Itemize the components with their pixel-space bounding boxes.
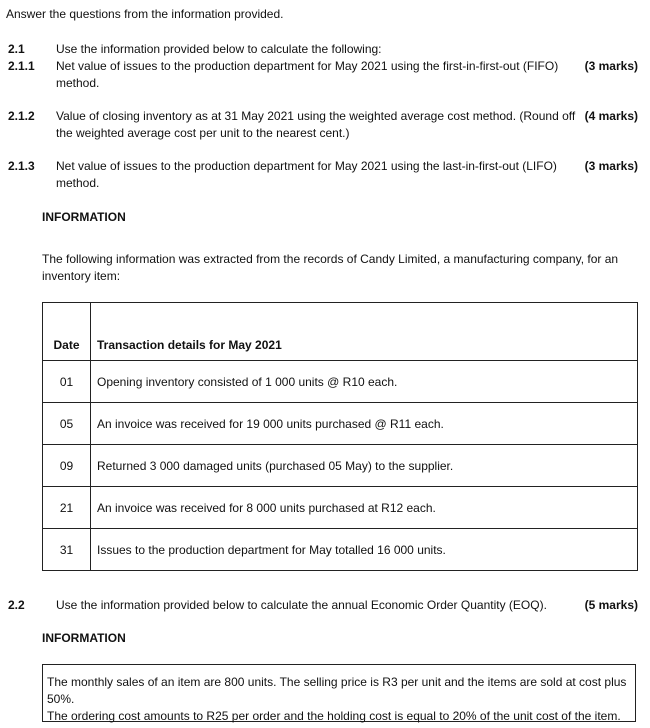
marks-label: (3 marks) (584, 159, 638, 173)
table-row (43, 445, 638, 487)
table-row (43, 403, 638, 445)
table-header-row (43, 303, 638, 361)
question-text: Net value of issues to the production department for May 2021 using the last-in-first-out (LIFO) (56, 159, 557, 173)
question-text: the weighted average cost per unit to the nearest cent.) (56, 126, 350, 140)
marks-label: (5 marks) (584, 598, 638, 612)
question-text: Net value of issues to the production department for May 2021 using the first-in-first-out (FIFO) (56, 59, 559, 73)
date-cell: 05 (43, 403, 91, 445)
marks-label: (4 marks) (584, 109, 638, 123)
intro-text: Answer the questions from the information provided. (6, 7, 284, 21)
info-box-line: The monthly sales of an item are 800 units. The selling price is R3 per unit and the items are sold at cost plus 50%. (47, 675, 627, 706)
marks-label: (3 marks) (584, 59, 638, 73)
section-heading: INFORMATION (42, 210, 126, 224)
date-cell: 01 (43, 361, 91, 403)
question-text: method. (56, 176, 100, 190)
table-row (43, 529, 638, 571)
question-text: method. (56, 76, 100, 90)
detail-cell: Issues to the production department for May totalled 16 000 units. (91, 529, 638, 571)
table-row (43, 361, 638, 403)
column-header-date: Date (43, 303, 91, 361)
column-header-details: Transaction details for May 2021 (91, 303, 638, 361)
transactions-table (42, 302, 638, 571)
info-box-line: The ordering cost amounts to R25 per order and the holding cost is equal to 20% of the unit cost of the item. (47, 709, 621, 723)
question-number: 2.1.3 (8, 159, 35, 173)
date-cell: 31 (43, 529, 91, 571)
date-cell: 21 (43, 487, 91, 529)
info-text: inventory item: (42, 269, 121, 283)
detail-cell: An invoice was received for 19 000 units purchased @ R11 each. (91, 403, 638, 445)
question-text: Use the information provided below to calculate the following: (56, 42, 382, 56)
detail-cell: Opening inventory consisted of 1 000 units @ R10 each. (91, 361, 638, 403)
question-number: 2.1 (8, 42, 25, 56)
question-text: Use the information provided below to calculate the annual Economic Order Quantity (EOQ). (56, 598, 547, 612)
info-text: The following information was extracted from the records of Candy Limited, a manufacturing company, for an (42, 252, 619, 266)
section-heading: INFORMATION (42, 631, 126, 645)
question-number: 2.1.1 (8, 59, 35, 73)
detail-cell: An invoice was received for 8 000 units purchased at R12 each. (91, 487, 638, 529)
info-box (42, 664, 636, 722)
date-cell: 09 (43, 445, 91, 487)
question-text: Value of closing inventory as at 31 May 2021 using the weighted average cost method. (Round off (56, 109, 576, 123)
question-number: 2.2 (8, 598, 25, 612)
question-number: 2.1.2 (8, 109, 35, 123)
detail-cell: Returned 3 000 damaged units (purchased 05 May) to the supplier. (91, 445, 638, 487)
table-row (43, 487, 638, 529)
